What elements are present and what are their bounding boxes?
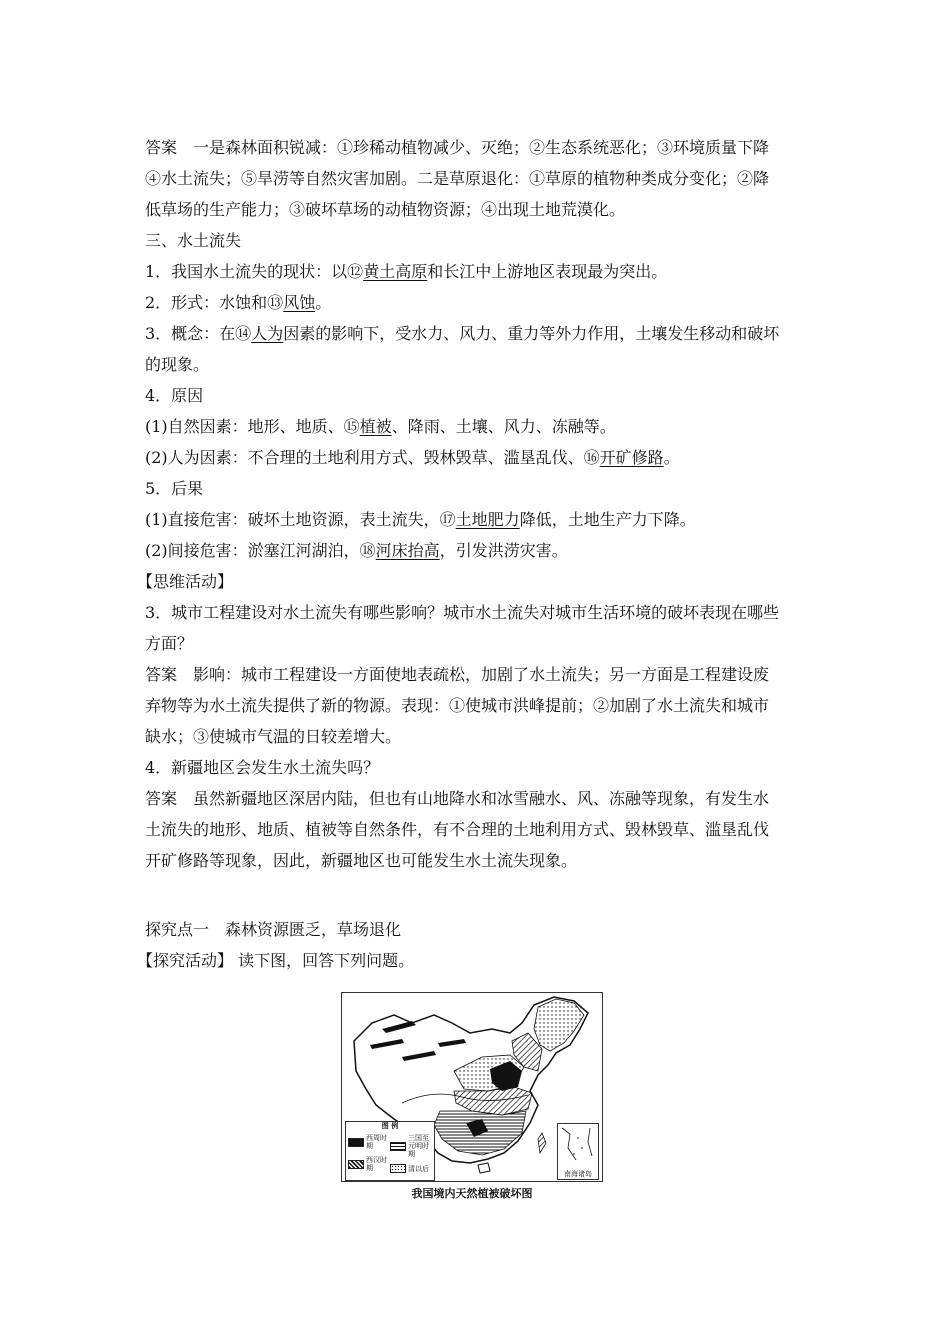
answer-label: 答案 — [145, 138, 178, 157]
item-effect-indirect: (2)间接危害：淤塞江河湖泊，⑱河床抬高，引发洪涝灾害。 — [145, 541, 568, 560]
fill-blank-answer: 河床抬高 — [375, 541, 440, 560]
vegetation-map-figure — [341, 992, 603, 1201]
legend-swatch — [390, 1142, 406, 1151]
inset-label: 南海诸岛 — [564, 1170, 592, 1178]
item-concept-cont: 的现象。 — [145, 355, 210, 374]
answer1-line3: 低草场的生产能力；③破坏草场的动植物资源；④出现土地荒漠化。 — [145, 200, 626, 219]
answer4-line3: 开矿修路等现象，因此，新疆地区也可能发生水土流失现象。 — [145, 851, 578, 870]
fill-blank-answer: 土地肥力 — [455, 510, 520, 529]
legend-item-qing: 清以后 — [390, 1164, 429, 1173]
vegetation-map — [341, 992, 603, 1182]
legend-swatch — [348, 1160, 364, 1169]
answer4-line1: 答案 虽然新疆地区深居内陆，但也有山地降水和冰雪融水、风、冻融等现象，有发生水 — [145, 789, 770, 808]
legend-item-xihan: 西汉时期 — [348, 1156, 388, 1172]
question-4: 4．新疆地区会发生水土流失吗？ — [145, 758, 380, 777]
map-caption: 我国境内天然植被破坏图 — [411, 1187, 533, 1200]
northeast-dotted-region — [534, 999, 584, 1051]
item-cause-human: (2)人为因素：不合理的土地利用方式、毁林毁草、滥垦乱伐、⑯开矿修路。 — [145, 448, 680, 467]
fill-blank-answer: 风蚀 — [283, 293, 316, 312]
answer3-line3: 缺水；③使城市气温的日较差增大。 — [145, 727, 402, 746]
fill-blank-answer: 黄土高原 — [363, 262, 428, 281]
inset-drawing — [558, 1124, 598, 1169]
answer1-line2: ④水土流失；⑤旱涝等自然灾害加剧。二是草原退化：①草原的植物种类成分变化；②降 — [145, 169, 770, 188]
answer-label: 答案 — [145, 665, 178, 684]
fill-blank-answer: 植被 — [359, 417, 392, 436]
south-sea-islands-inset — [557, 1123, 599, 1180]
explore-title: 探究点一 森林资源匮乏，草场退化 — [145, 920, 402, 939]
thinking-title: 【思维活动】 — [137, 572, 234, 591]
item-effect-title: 5．后果 — [145, 479, 204, 498]
answer-label: 答案 — [145, 789, 178, 808]
document-text — [137, 132, 810, 976]
fill-blank-answer: 人为 — [251, 324, 284, 343]
item-status: 1．我国水土流失的现状：以⑫黄土高原和长江中上游地区表现最为突出。 — [145, 262, 668, 281]
item-cause-natural: (1)自然因素：地形、地质、⑮植被、降雨、土壤、风力、冻融等。 — [145, 417, 616, 436]
fill-blank-answer: 开矿修路 — [599, 448, 664, 467]
legend-swatch — [390, 1164, 406, 1173]
item-effect-direct: (1)直接危害：破坏土地资源，表土流失，⑰土地肥力降低，土地生产力下降。 — [145, 510, 696, 529]
taiwan-island — [538, 1133, 546, 1153]
legend-swatch — [348, 1138, 364, 1147]
hainan-island — [478, 1163, 490, 1173]
answer3-line2: 弃物等为水土流失提供了新的物源。表现：①使城市洪峰提前；②加剧了水土流失和城市 — [145, 696, 770, 715]
legend-item-sanguo: 三国至元明时期 — [390, 1134, 432, 1158]
item-cause-title: 4．原因 — [145, 386, 204, 405]
answer4-line2: 土流失的地形、地质、植被等自然条件，有不合理的土地利用方式、毁林毁草、滥垦乱伐 — [145, 820, 770, 839]
item-form: 2．形式：水蚀和⑬风蚀。 — [145, 293, 332, 312]
legend-title: 图 例 — [381, 1121, 399, 1130]
question-3-line2: 方面？ — [145, 634, 194, 653]
item-concept: 3．概念：在⑭人为因素的影响下，受水力、风力、重力等外力作用，土壤发生移动和破坏 — [145, 324, 780, 343]
section-title: 三、水土流失 — [145, 231, 242, 250]
question-3-line1: 3．城市工程建设对水土流失有哪些影响？城市水土流失对城市生活环境的破坏表现在哪些 — [145, 603, 780, 622]
legend-item-xizhou: 西周时期 — [348, 1134, 388, 1150]
answer1-line1: 答案 一是森林面积锐减：①珍稀动植物减少、灭绝；②生态系统恶化；③环境质量下降 — [145, 138, 770, 157]
answer3-line1: 答案 影响：城市工程建设一方面使地表疏松，加剧了水土流失；另一方面是工程建设废 — [145, 665, 770, 684]
map-legend — [345, 1121, 435, 1181]
explore-activity: 【探究活动】 读下图，回答下列问题。 — [137, 951, 415, 970]
